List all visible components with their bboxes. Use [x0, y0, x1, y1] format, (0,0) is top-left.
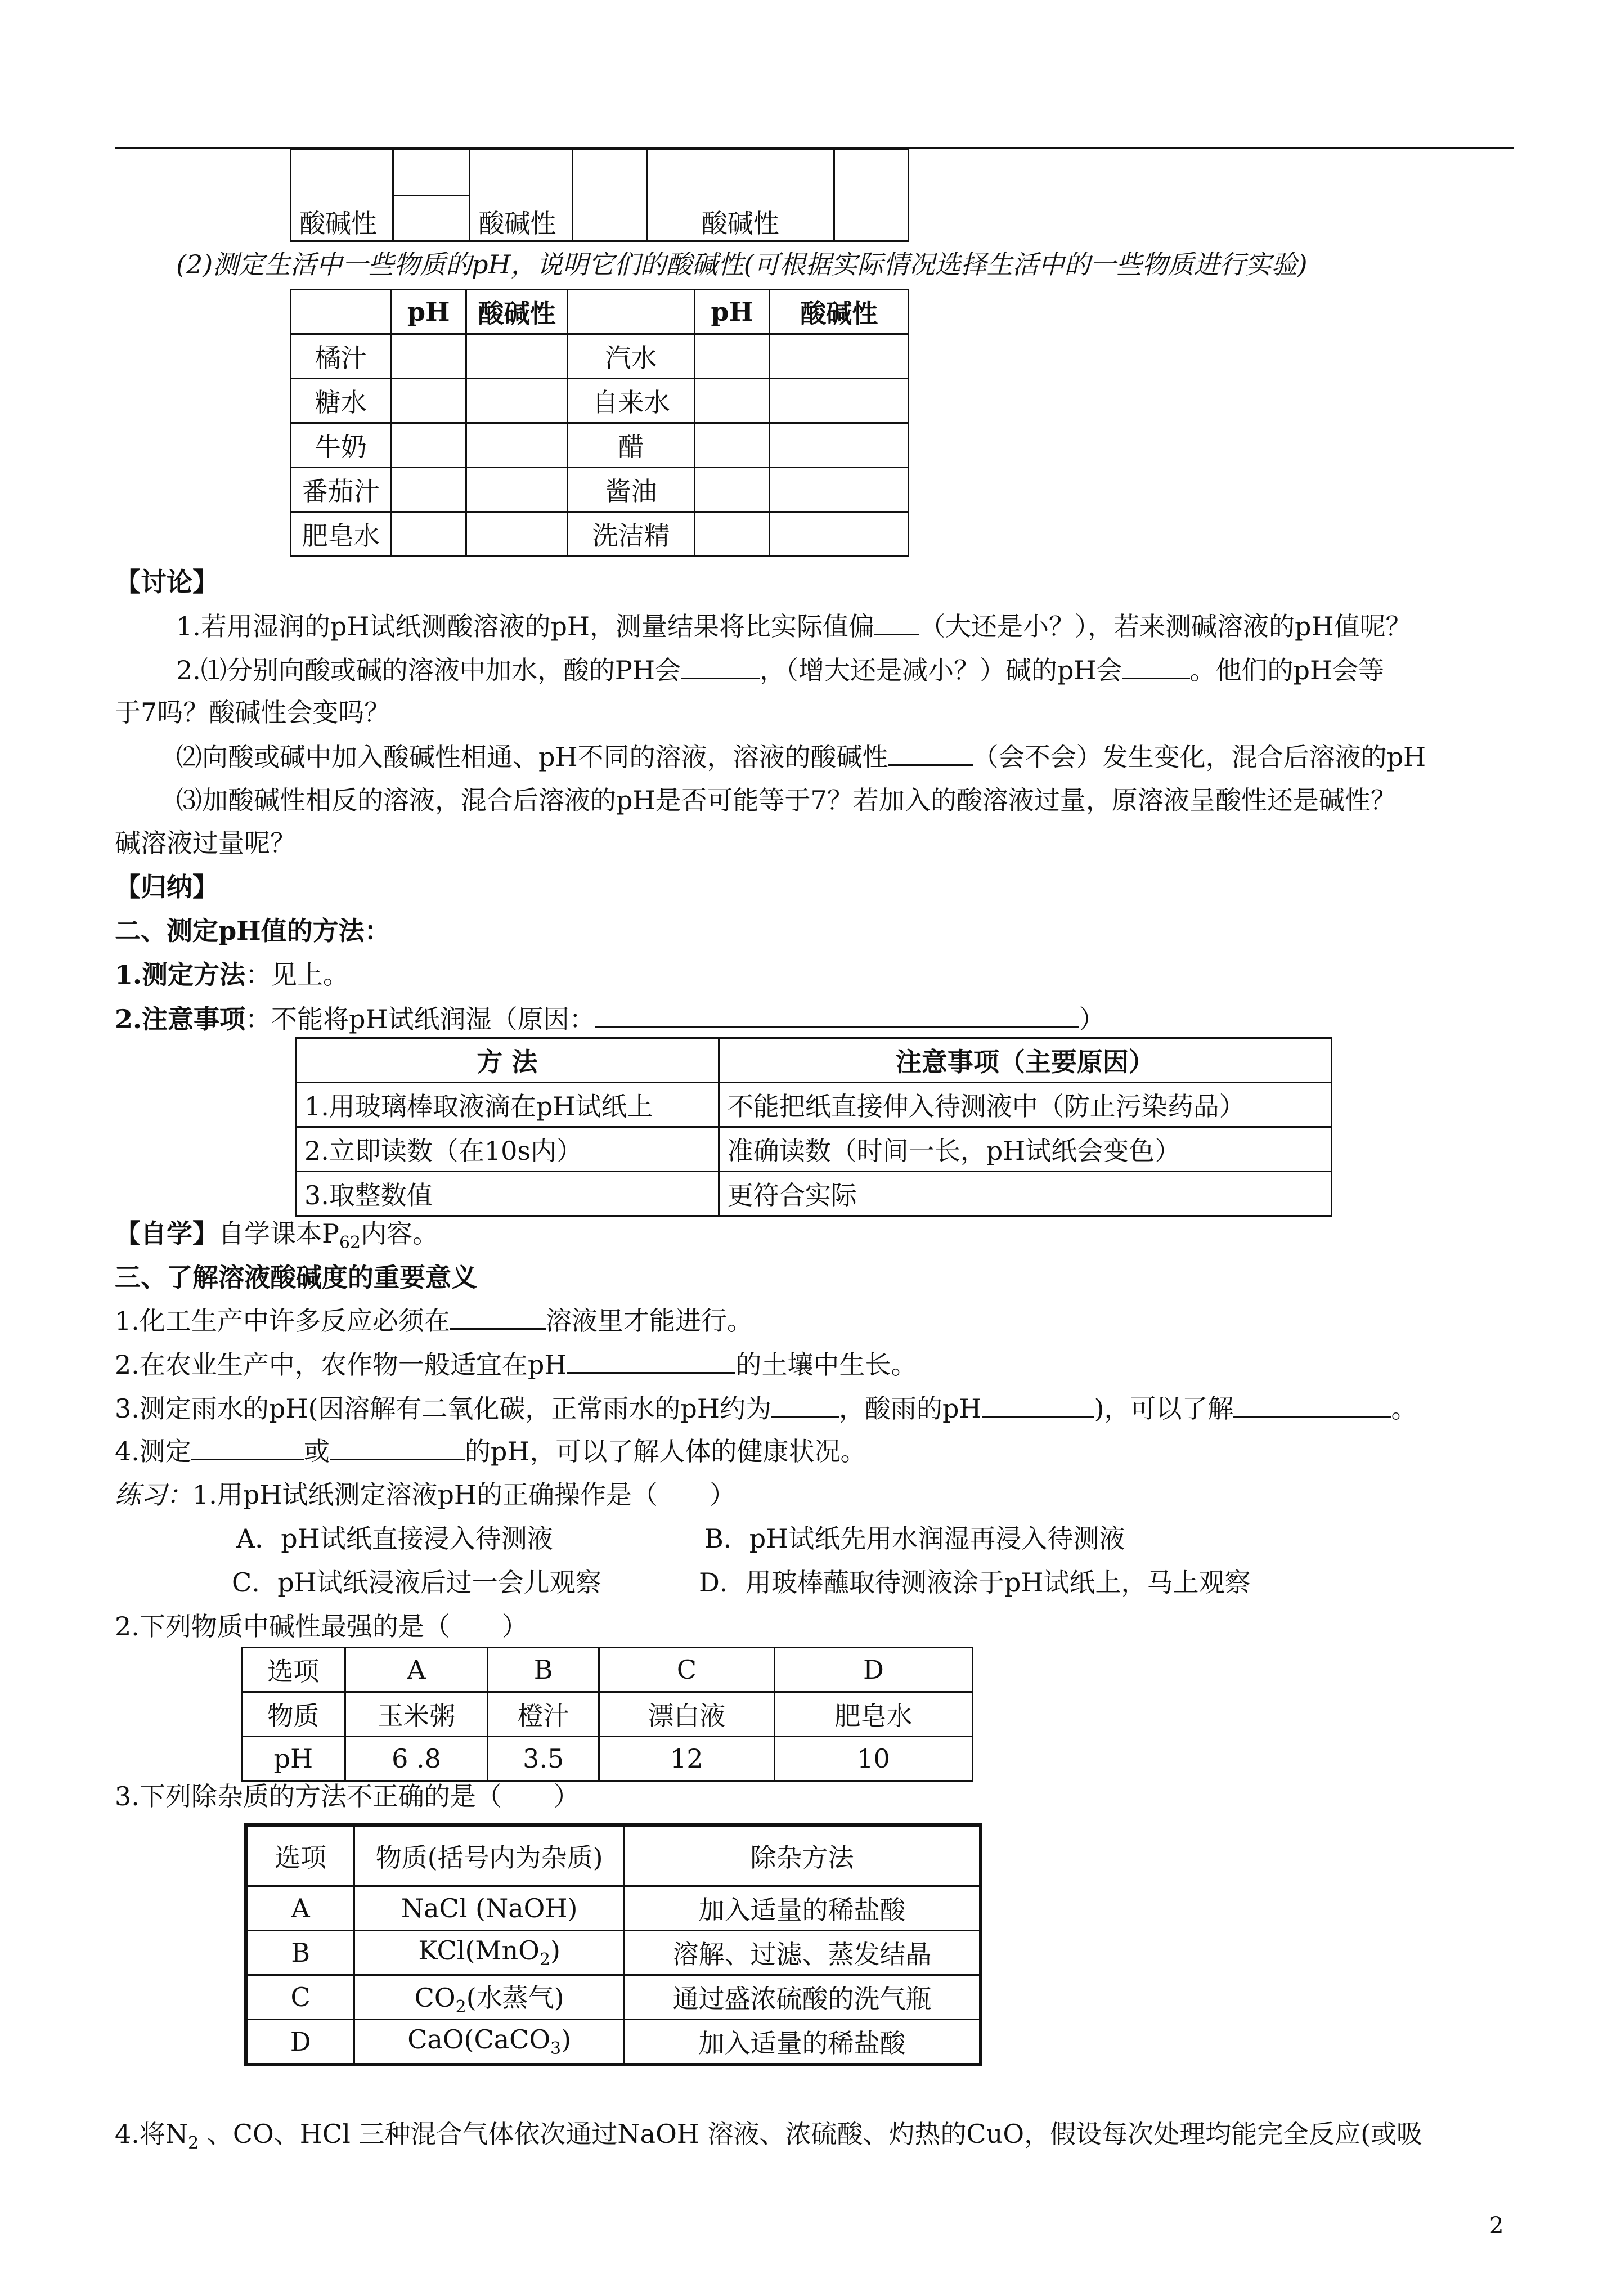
table-row: 1.用玻璃棒取液滴在pH试纸上 不能把纸直接伸入待测液中（防止污染药品） [296, 1083, 1332, 1127]
section-3-line-3: 3.测定雨水的pH(因溶解有二氧化碳，正常雨水的pH约为 ，酸雨的pH )，可以了解 。 [115, 1391, 1417, 1425]
discussion-q1: 1.若用湿润的pH试纸测酸溶液的pH，测量结果将比实际值偏 （大还是小？），若来测碱溶液的pH值呢？ [176, 609, 1412, 643]
items-table: pH 酸碱性 pH 酸碱性 橘汁 汽水 糖水 自来水 牛奶 醋 番茄汁 酱油 肥皂水 洗洁精 [290, 289, 909, 557]
blank[interactable] [1233, 1391, 1391, 1418]
blank[interactable] [771, 1391, 839, 1418]
table-row: C $CO_2$(水蒸气) 通过盛浓硫酸的洗气瓶 [246, 1975, 981, 2020]
table-row: 3.取整数值 更符合实际 [296, 1172, 1332, 1216]
table-row: pH 6 .8 3.5 12 10 [242, 1737, 973, 1781]
self-study: 【自学】自学课本$P_{62}$内容。 [115, 1218, 439, 1253]
method-table: 方 法 注意事项（主要原因） 1.用玻璃棒取液滴在pH试纸上 不能把纸直接伸入待测液中（防止污染药品） 2.立即读数（在10s内） 准确读数（时间一长，pH试纸会变色） 3.取整数值 更符合实际 [295, 1037, 1332, 1217]
discussion-q4-cont: 碱溶液过量呢？ [115, 828, 296, 858]
practice-q1: 练习：1.用pH试纸测定溶液pH的正确操作是（ ） [115, 1479, 736, 1510]
blank[interactable] [888, 739, 973, 766]
table-row: 物质 玉米粥 橙汁 漂白液 肥皂水 [242, 1692, 973, 1737]
table-row: 肥皂水 洗洁精 [291, 512, 909, 557]
top-cell-3: 酸碱性 [646, 150, 834, 241]
discussion-q2: 2.⑴分别向酸或碱的溶液中加水，酸的PH会 ，（增大还是减小？）碱的pH会 。他们的pH会等 [176, 653, 1384, 687]
method-2: 2.注意事项：不能将pH试纸润湿（原因： ） [115, 1002, 1105, 1036]
q3-table: 选项 物质(括号内为杂质) 除杂方法 A NaCl (NaOH) 加入适量的稀盐酸 B KCl(MnO$_2$) 溶解、过滤、蒸发结晶 C $CO_2$(水蒸气) 通过盛浓硫酸的洗气瓶 D CaO(CaCO$_3$) 加入适量的稀盐酸 [244, 1823, 982, 2066]
table-row: A NaCl (NaOH) 加入适量的稀盐酸 [246, 1886, 981, 1931]
option-d: D．用玻棒蘸取待测液涂于pH试纸上，马上观察 [699, 1567, 1251, 1598]
table-row: B KCl(MnO$_2$) 溶解、过滤、蒸发结晶 [246, 1931, 981, 1975]
option-b: B．pH试纸先用水润湿再浸入待测液 [704, 1523, 1125, 1554]
q2-table [241, 1647, 973, 1782]
blank[interactable] [191, 1434, 304, 1460]
practice-q3: 3.下列除杂质的方法不正确的是（ ） [115, 1781, 580, 1811]
summary-section-title: 二、测定pH值的方法： [115, 916, 390, 946]
option-a: A．pH试纸直接浸入待测液 [236, 1523, 553, 1554]
discussion-q3: ⑵向酸或碱中加入酸碱性相通、pH不同的溶液，溶液的酸碱性 （会不会）发生变化，混合后溶液的pH [176, 739, 1426, 774]
top-table [290, 149, 909, 242]
section-3-title: 三、了解溶液酸碱度的重要意义 [115, 1262, 477, 1293]
blank[interactable] [450, 1303, 546, 1330]
section-3-line-4: 4.测定 或 的pH，可以了解人体的健康状况。 [115, 1434, 866, 1468]
method-1: 1.测定方法：见上。 [115, 959, 349, 990]
top-cell-2: 酸碱性 [470, 150, 572, 241]
discussion-q2-cont: 于7吗？酸碱性会变吗？ [115, 697, 390, 728]
top-cell-1: 酸碱性 [291, 150, 393, 241]
table-row: 番茄汁 酱油 [291, 468, 909, 512]
section-3-line-2: 2.在农业生产中，农作物一般适宜在pH 的土壤中生长。 [115, 1347, 917, 1382]
blank[interactable] [1122, 653, 1190, 679]
table-row: 选项 A B C D [242, 1648, 973, 1692]
table-row: 橘汁 汽水 [291, 334, 909, 379]
table-row: 2.立即读数（在10s内） 准确读数（时间一长，pH试纸会变色） [296, 1127, 1332, 1172]
table-row: 牛奶 醋 [291, 423, 909, 468]
blank[interactable] [681, 653, 760, 679]
blank[interactable] [595, 1002, 1079, 1028]
summary-heading: 【归纳】 [115, 872, 218, 902]
blank[interactable] [567, 1347, 735, 1374]
discussion-heading: 【讨论】 [115, 567, 218, 597]
table-row: D CaO(CaCO$_3$) 加入适量的稀盐酸 [246, 2020, 981, 2065]
practice-q2: 2.下列物质中碱性最强的是（ ） [115, 1611, 528, 1642]
page-number: 2 [1489, 2213, 1504, 2239]
blank[interactable] [982, 1391, 1094, 1418]
blank[interactable] [874, 609, 919, 635]
table-row: 糖水 自来水 [291, 379, 909, 423]
option-c: C．pH试纸浸液后过一会儿观察 [232, 1567, 601, 1598]
discussion-q4: ⑶加酸碱性相反的溶液，混合后溶液的pH是否可能等于7？若加入的酸溶液过量，原溶液呈酸性还是碱性？ [176, 785, 1397, 815]
practice-q4: 4.将$N_2$ 、CO、HCl 三种混合气体依次通过NaOH 溶液、浓硫酸、灼热的CuO，假设每次处理均能完全反应(或吸 [115, 2119, 1423, 2154]
section-2-title: (2)测定生活中一些物质的pH，说明它们的酸碱性(可根据实际情况选择生活中的一些物质进行实验) [176, 249, 1308, 280]
section-3-line-1: 1.化工生产中许多反应必须在 溶液里才能进行。 [115, 1303, 753, 1338]
blank[interactable] [330, 1434, 465, 1460]
